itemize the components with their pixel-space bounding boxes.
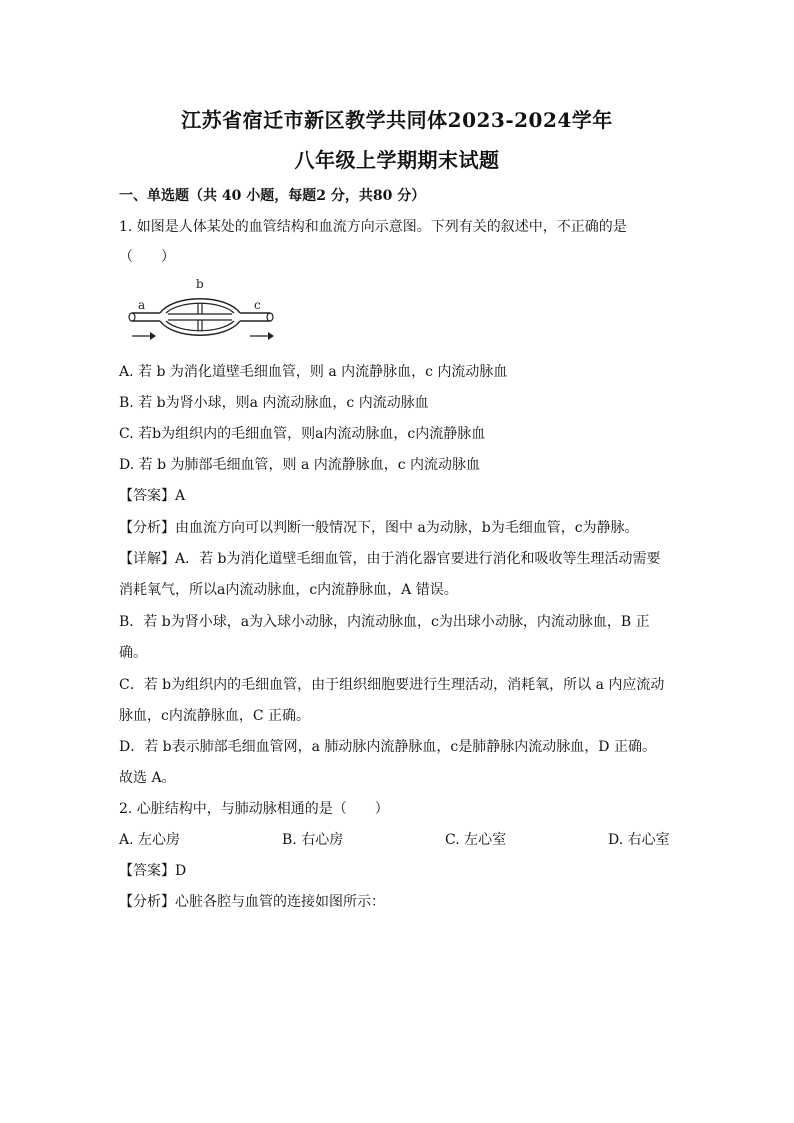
q2-option-c: C. 左心室	[445, 832, 507, 848]
q1-answer: 【答案】A	[119, 488, 186, 504]
q2-answer: 【答案】D	[119, 863, 187, 879]
q1-detail-line: 脉血，c内流静脉血，C 正确。	[119, 708, 311, 724]
q1-detail-line: 确。	[119, 645, 147, 661]
blood-vessel-diagram	[122, 276, 282, 346]
q1-detail-line: 故选 A。	[119, 770, 176, 786]
q2-option-a: A. 左心房	[119, 832, 181, 848]
q2-stem: 2. 心脏结构中，与肺动脉相通的是（ ）	[119, 801, 389, 817]
label-b: b	[196, 277, 204, 291]
q1-option-b: B. 若 b为肾小球，则a 内流动脉血，c 内流动脉血	[119, 395, 429, 411]
q2-analysis: 【分析】心脏各腔与血管的连接如图所示：	[119, 894, 385, 910]
document-title-line2: 八年级上学期期末试题	[294, 148, 500, 172]
q1-stem: 1. 如图是人体某处的血管结构和血流方向示意图。下列有关的叙述中，不正确的是	[119, 219, 627, 235]
q1-analysis: 【分析】由血流方向可以判断一般情况下，图中 a为动脉，b为毛细血管，c为静脉。	[119, 520, 639, 536]
q1-detail-line: C．若 b为组织内的毛细血管，由于组织细胞要进行生理活动，消耗氧，所以 a 内应流动	[119, 677, 665, 693]
q1-paren: （ ）	[119, 249, 175, 265]
section-heading: 一、单选题（共 40 小题，每题2 分，共80 分）	[119, 188, 426, 204]
q1-detail-line: 【详解】A．若 b为消化道壁毛细血管，由于消化器官要进行消化和吸收等生理活动需要	[119, 551, 661, 567]
q1-detail-line: D．若 b表示肺部毛细血管网，a 肺动脉内流静脉血，c是肺静脉内流动脉血，D 正确。	[119, 739, 656, 755]
label-a: a	[138, 298, 146, 312]
label-c: c	[254, 298, 261, 312]
q1-detail-line: B．若 b为肾小球，a为入球小动脉，内流动脉血，c为出球小动脉，内流动脉血，B 正	[119, 614, 650, 630]
q2-option-b: B. 右心房	[282, 832, 344, 848]
q1-option-c: C. 若b为组织内的毛细血管，则a内流动脉血，c内流静脉血	[119, 426, 486, 442]
document-title-line1: 江苏省宿迁市新区教学共同体2023-2024学年	[181, 108, 613, 132]
q1-detail-line: 消耗氧气，所以a内流动脉血，c内流静脉血，A 错误。	[119, 582, 458, 598]
q1-option-d: D. 若 b 为肺部毛细血管，则 a 内流静脉血，c 内流动脉血	[119, 457, 481, 473]
q2-option-d: D. 右心室	[608, 832, 670, 848]
q1-option-a: A. 若 b 为消化道壁毛细血管，则 a 内流静脉血，c 内流动脉血	[119, 364, 508, 380]
